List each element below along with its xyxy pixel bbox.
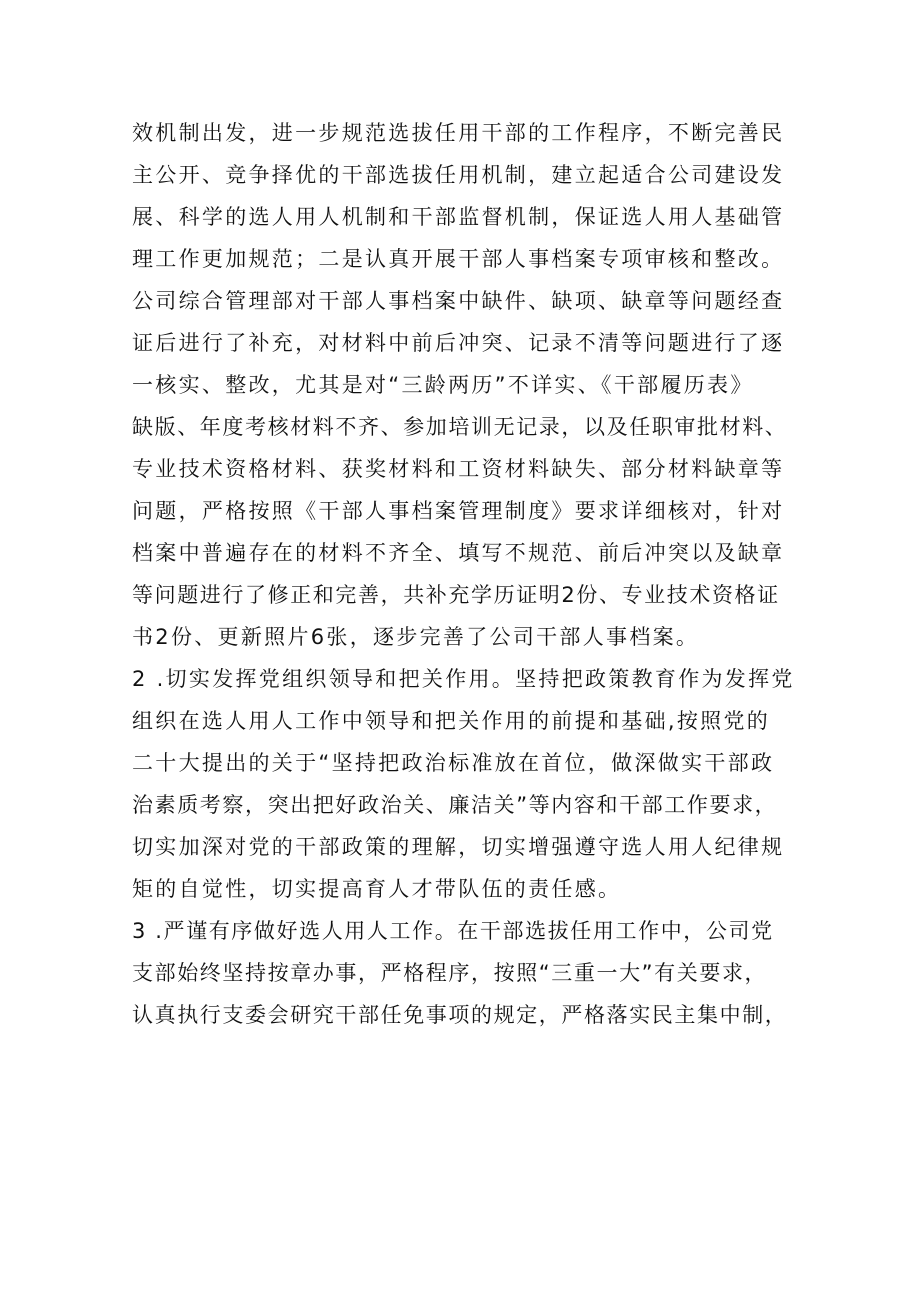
- text-line: 问题，严格按照《干部人事档案管理制度》要求详细核对，针对: [132, 499, 785, 523]
- text-line: 二十大提出的关于“坚持把政治标准放在首位，做深做实干部政: [132, 751, 775, 775]
- text-line: 理工作更加规范；二是认真开展干部人事档案专项审核和整改。: [132, 247, 785, 271]
- text-line: 公司综合管理部对干部人事档案中缺件、缺项、缺章等问题经查: [132, 289, 785, 313]
- text-line: 效机制出发，进一步规范选拔任用干部的工作程序，不断完善民: [132, 121, 785, 145]
- text-line: 缺版、年度考核材料不齐、参加培训无记录，以及任职审批材料、: [132, 415, 788, 439]
- text-line: 切实加深对党的干部政策的理解，切实增强遵守选人用人纪律规: [132, 835, 785, 859]
- text-line: 一核实、整改，尤其是对“三龄两历”不详实、《干部履历表》: [132, 373, 754, 397]
- body-text: [132, 112, 812, 1036]
- text-line: 治素质考察，突出把好政治关、廉洁关”等内容和干部工作要求，: [132, 793, 778, 817]
- text-line: 支部始终坚持按章办事，严格程序，按照“三重一大”有关要求，: [132, 961, 768, 985]
- text-line: 认真执行支委会研究干部任免事项的规定，严格落实民主集中制，: [132, 1003, 788, 1027]
- text-line: 3 .严谨有序做好选人用人工作。在干部选拔任用工作中，公司党: [132, 919, 774, 943]
- text-line: 矩的自觉性，切实提高育人才带队伍的责任感。: [132, 877, 622, 901]
- text-line: 组织在选人用人工作中领导和把关作用的前提和基础,按照党的: [132, 709, 771, 733]
- text-line: 主公开、竞争择优的干部选拔任用机制，建立起适合公司建设发: [132, 163, 785, 187]
- text-line: 2 .切实发挥党组织领导和把关作用。坚持把政策教育作为发挥党: [132, 667, 795, 691]
- text-line: 专业技术资格材料、获奖材料和工资材料缺失、部分材料缺章等: [132, 457, 785, 481]
- text-line: 证后进行了补充，对材料中前后冲突、记录不清等问题进行了逐: [132, 331, 785, 355]
- text-line: 书2份、更新照片6张，逐步完善了公司干部人事档案。: [132, 625, 700, 649]
- text-line: 等问题进行了修正和完善，共补充学历证明2份、专业技术资格证: [132, 583, 780, 607]
- text-line: 展、科学的选人用人机制和干部监督机制，保证选人用人基础管: [132, 205, 785, 229]
- text-line: 档案中普遍存在的材料不齐全、填写不规范、前后冲突以及缺章: [132, 541, 785, 565]
